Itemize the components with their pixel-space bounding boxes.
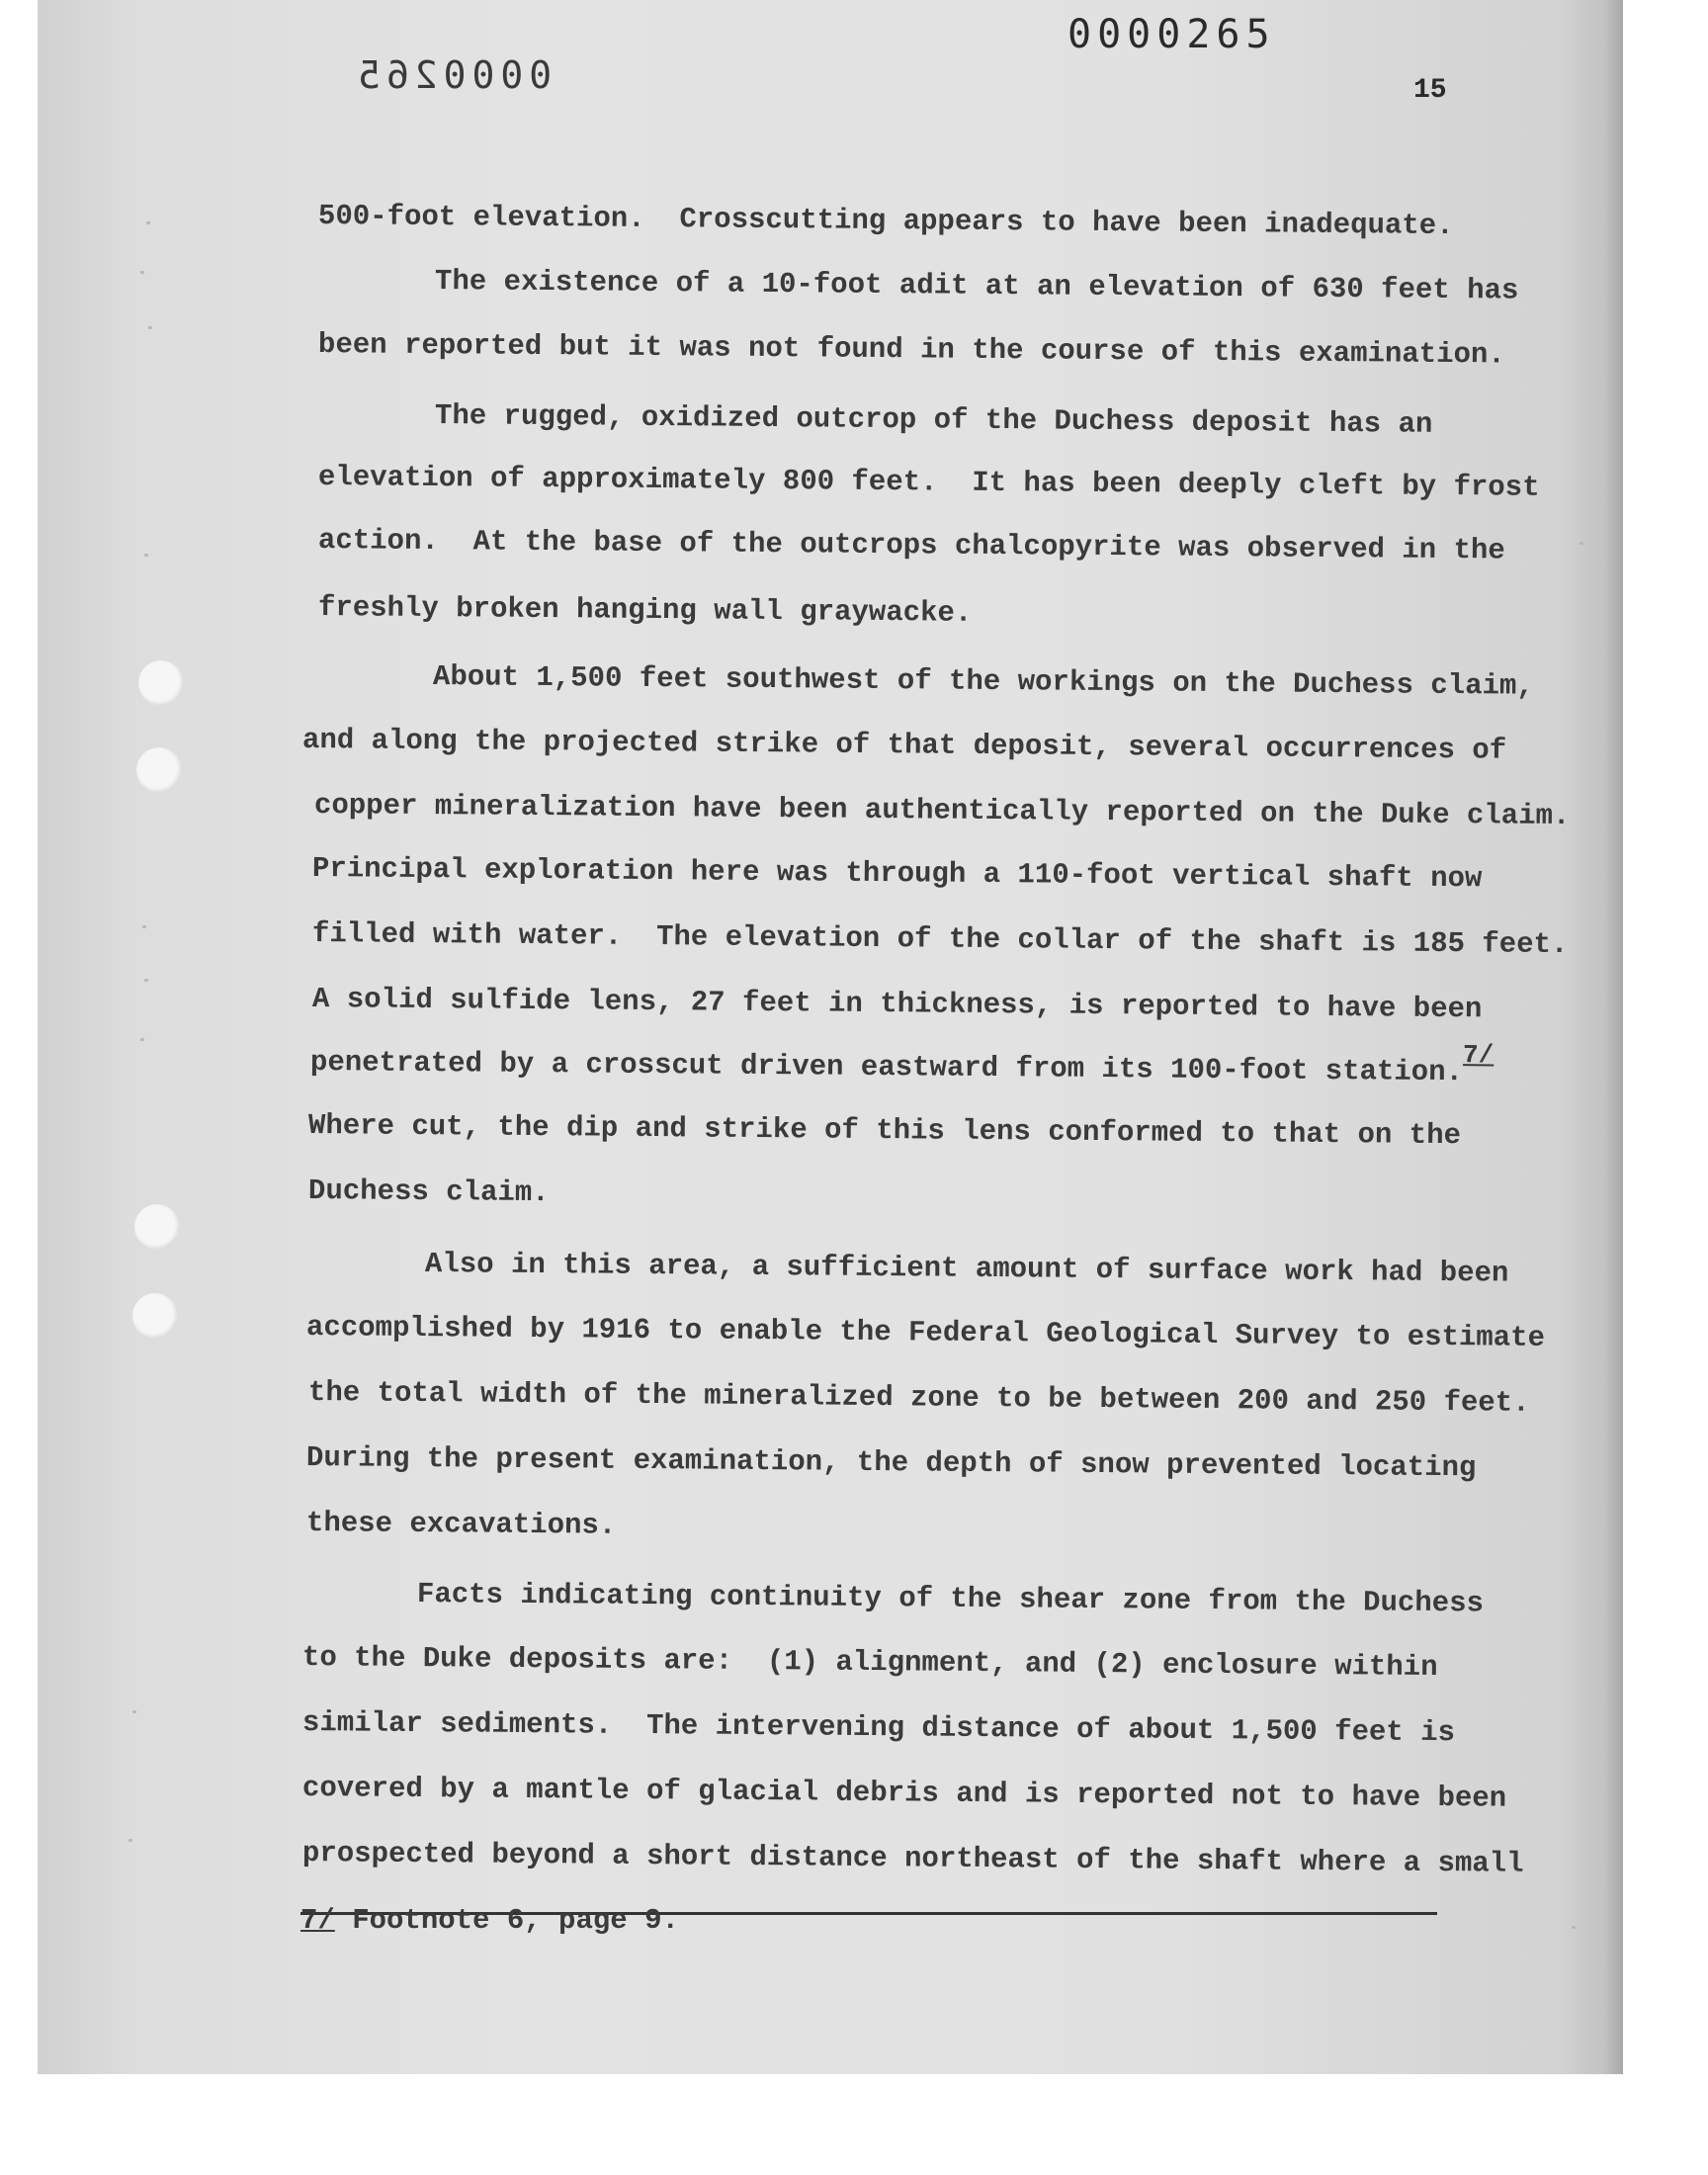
binder-hole-1 xyxy=(138,660,184,706)
footnote-mark: 7/ xyxy=(300,1904,335,1937)
body-line: A solid sulfide lens, 27 feet in thickness, is reported to have been xyxy=(311,983,1483,1026)
mirrored-control-number: 0000265 xyxy=(352,53,553,97)
body-line: Facts indicating continuity of the shear zone from the Duchess xyxy=(416,1578,1485,1620)
body-line: the total width of the mineralized zone to be between 200 and 250 feet. xyxy=(307,1376,1530,1420)
body-line: Principal exploration here was through a 110-foot vertical shaft now xyxy=(311,852,1483,896)
footnote-reference: 7/ xyxy=(1462,1040,1494,1071)
body-line: The rugged, oxidized outcrop of the Duchess deposit has an xyxy=(434,399,1433,441)
body-line: Also in this area, a sufficient amount of surface work had been xyxy=(424,1248,1509,1290)
footnote-text: Footnote 6, page 9. xyxy=(334,1904,679,1937)
body-line: elevation of approximately 800 feet. It has been deeply cleft by frost xyxy=(317,461,1540,504)
body-line: to the Duke deposits are: (1) alignment, and (2) enclosure within xyxy=(301,1641,1438,1685)
body-line: copper mineralization have been authentically reported on the Duke claim. xyxy=(313,789,1571,833)
body-line: accomplished by 1916 to enable the Federal Geological Survey to estimate xyxy=(305,1311,1546,1354)
body-line: been reported but it was not found in the course of this examination. xyxy=(317,328,1505,372)
scan-speck xyxy=(142,925,146,928)
binder-hole-4 xyxy=(132,1293,178,1339)
body-line: filled with water. The elevation of the collar of the shaft is 185 feet. xyxy=(311,917,1569,962)
scan-speck xyxy=(146,221,150,224)
scan-speck xyxy=(148,326,152,329)
footnote xyxy=(300,1904,679,1937)
scan-speck xyxy=(132,1710,136,1713)
body-line: During the present examination, the depth of snow prevented locating xyxy=(305,1441,1477,1485)
scan-speck xyxy=(1580,542,1583,545)
scan-speck xyxy=(1572,1926,1576,1929)
body-line: About 1,500 feet southwest of the workings on the Duchess claim, xyxy=(432,660,1534,703)
body-line: and along the projected strike of that deposit, several occurrences of xyxy=(301,724,1507,767)
body-line: covered by a mantle of glacial debris and is reported not to have been xyxy=(301,1772,1507,1815)
body-line: Duchess claim. xyxy=(307,1174,550,1210)
page-number: 15 xyxy=(1413,75,1447,106)
document-control-number: 0000265 xyxy=(1068,12,1276,57)
scan-speck xyxy=(128,1839,132,1842)
scan-speck xyxy=(144,554,148,557)
body-line: action. At the base of the outcrops chalcopyrite was observed in the xyxy=(317,524,1505,567)
body-line: prospected beyond a short distance northeast of the shaft where a small xyxy=(301,1837,1524,1880)
scan-speck xyxy=(140,1038,144,1041)
scan-speck xyxy=(144,979,148,982)
scanned-page xyxy=(38,0,1623,2074)
body-line: freshly broken hanging wall graywacke. xyxy=(317,591,973,630)
body-line: Where cut, the dip and strike of this lens conformed to that on the xyxy=(307,1109,1462,1153)
binder-hole-3 xyxy=(134,1204,180,1250)
body-line-text: penetrated by a crosscut driven eastward from its 100-foot station. xyxy=(309,1046,1464,1089)
body-line: The existence of a 10-foot adit at an elevation of 630 feet has xyxy=(434,265,1519,307)
page-shadow-edge xyxy=(1605,0,1623,2074)
scan-speck xyxy=(140,271,144,274)
body-line: 500-foot elevation. Crosscutting appears to have been inadequate. xyxy=(317,200,1454,243)
body-line: these excavations. xyxy=(305,1507,617,1542)
body-line: similar sediments. The intervening distance of about 1,500 feet is xyxy=(301,1706,1456,1750)
binder-hole-2 xyxy=(136,747,182,793)
